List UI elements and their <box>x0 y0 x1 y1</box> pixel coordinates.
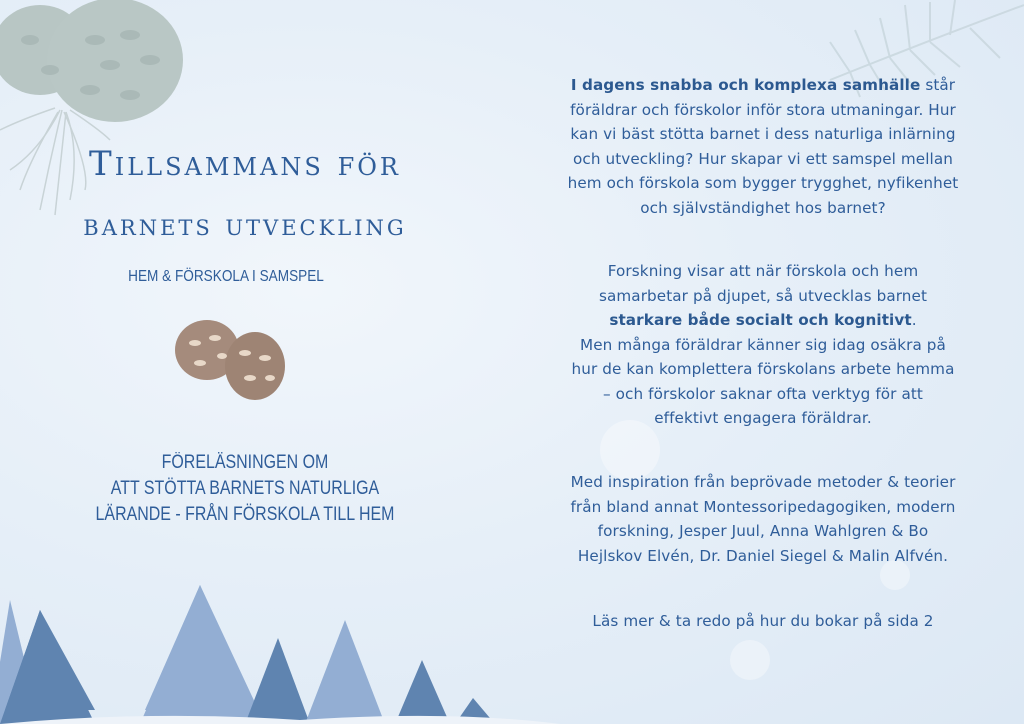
inspiration-line: Med inspiration från beprövade metoder & teorier <box>570 473 956 491</box>
intro-bold-lead: I dagens snabba och komplexa samhälle <box>570 76 921 94</box>
title-line-1: Tillsammans för <box>89 144 401 184</box>
intro-line: hem och förskola som bygger trygghet, nyfikenhet <box>567 174 959 192</box>
pinecone-branch-icon <box>0 0 190 220</box>
pinecones-icon <box>170 318 300 408</box>
intro-line: och självständighet hos barnet? <box>640 198 886 217</box>
footer-note: Läs mer & ta redo på hur du bokar på sida 2 <box>592 612 934 630</box>
research-text: . <box>911 311 917 329</box>
research-line: effektivt engagera föräldrar. <box>654 409 872 427</box>
intro-line: föräldrar och förskolor inför stora utmaningar. Hur <box>570 100 956 119</box>
research-line: samarbetar på djupet, så utvecklas barnet <box>598 286 928 305</box>
intro-line: och utveckling? Hur skapar vi ett samspel mellan <box>572 149 953 168</box>
title-line-2: barnets utveckling <box>83 208 407 243</box>
intro-text: står <box>920 76 956 94</box>
research-paragraph <box>518 259 1008 431</box>
inspiration-line: från bland annat Montessoripedagogiken, modern <box>570 497 956 516</box>
research-bold: starkare både socialt och kognitivt <box>609 311 912 329</box>
lecture-line: LÄRANDE - FRÅN FÖRSKOLA TILL HEM <box>95 504 395 525</box>
intro-paragraph <box>518 73 1008 220</box>
inspiration-line: forskning, Jesper Juul, Anna Wahlgren & Bo <box>597 522 929 540</box>
winter-trees-illustration <box>0 560 560 724</box>
bokeh-spot <box>730 640 770 680</box>
inspiration-paragraph <box>518 470 1008 568</box>
research-line: Men många föräldrar känner sig idag osäkra på <box>580 335 946 354</box>
research-line: hur de kan komplettera förskolans arbete hemma <box>571 360 955 378</box>
research-line: – och förskolor saknar ofta verktyg för att <box>603 384 923 403</box>
lecture-line: FÖRELÄSNINGEN OM <box>161 452 329 473</box>
research-line: Forskning visar att när förskola och hem <box>607 262 919 280</box>
inspiration-line: Hejlskov Elvén, Dr. Daniel Siegel & Malin Alfvén. <box>577 546 949 565</box>
subtitle: HEM & FÖRSKOLA I SAMSPEL <box>128 268 324 285</box>
lecture-line: ATT STÖTTA BARNETS NATURLIGA <box>110 478 380 499</box>
intro-line: kan vi bäst stötta barnet i dess naturliga inlärning <box>570 125 956 143</box>
lecture-title <box>90 450 401 528</box>
